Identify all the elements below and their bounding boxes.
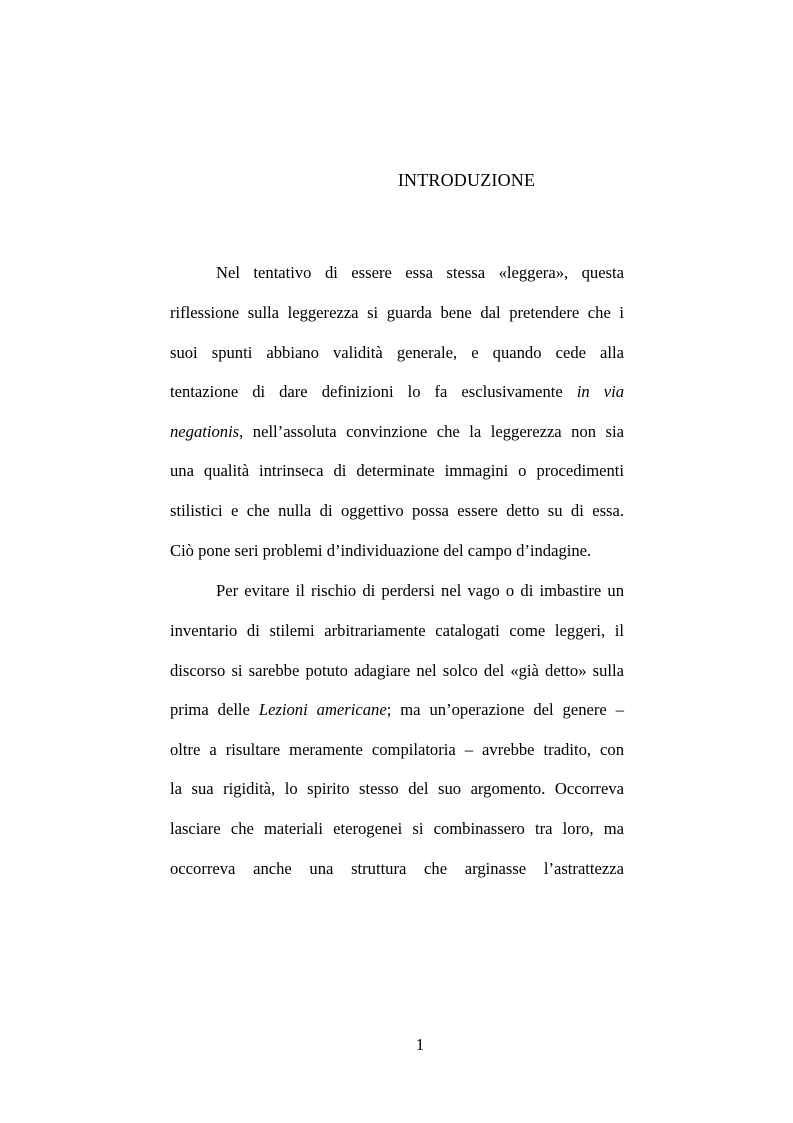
text-line (170, 580, 624, 602)
italic-text-run: negationis (170, 422, 240, 441)
text-run: ; ma un’operazione del genere – (386, 700, 624, 719)
text-line (170, 500, 624, 522)
text-line (170, 540, 624, 562)
text-line (170, 262, 624, 284)
text-line (170, 739, 624, 761)
text-line (170, 342, 624, 364)
text-run: una qualità intrinseca di determinate immagini o procedimenti (170, 461, 624, 480)
text-line (170, 818, 624, 840)
text-run: inventario di stilemi arbitrariamente catalogati come leggeri, il (170, 621, 624, 640)
text-line (170, 302, 624, 324)
text-line (170, 460, 624, 482)
text-line (170, 620, 624, 642)
text-run: tentazione di dare definizioni lo fa esclusivamente (170, 382, 577, 401)
text-line (170, 858, 624, 880)
text-line (170, 381, 624, 403)
page-number: 1 (415, 1035, 425, 1054)
text-line (170, 778, 624, 800)
text-run: prima delle (170, 700, 259, 719)
text-run: Ciò pone seri problemi d’individuazione del campo d’indagine. (170, 541, 592, 560)
text-run: Nel tentativo di essere essa stessa «leggera», questa (216, 263, 624, 282)
text-line (170, 699, 624, 721)
text-run: , nell’assoluta convinzione che la leggerezza non sia (239, 422, 624, 441)
text-run: riflessione sulla leggerezza si guarda bene dal pretendere che i (170, 303, 624, 322)
text-run: la sua rigidità, lo spirito stesso del suo argomento. Occorreva (170, 779, 624, 798)
text-run: oltre a risultare meramente compilatoria – avrebbe tradito, con (170, 740, 624, 759)
text-run: Per evitare il rischio di perdersi nel vago o di imbastire un (216, 581, 624, 600)
italic-text-run: in via (576, 382, 625, 401)
text-run: discorso si sarebbe potuto adagiare nel solco del «già detto» sulla (170, 661, 624, 680)
text-run: stilistici e che nulla di oggettivo possa essere detto su di essa. (170, 501, 624, 520)
text-run: occorreva anche una struttura che arginasse l’astrattezza (170, 859, 624, 878)
text-run: lasciare che materiali eterogenei si combinassero tra loro, ma (170, 819, 624, 838)
italic-text-run: Lezioni americane (258, 700, 387, 719)
text-line (170, 421, 624, 443)
text-run: suoi spunti abbiano validità generale, e quando cede alla (170, 343, 624, 362)
page-title: INTRODUZIONE (397, 170, 536, 190)
text-line (170, 660, 624, 682)
